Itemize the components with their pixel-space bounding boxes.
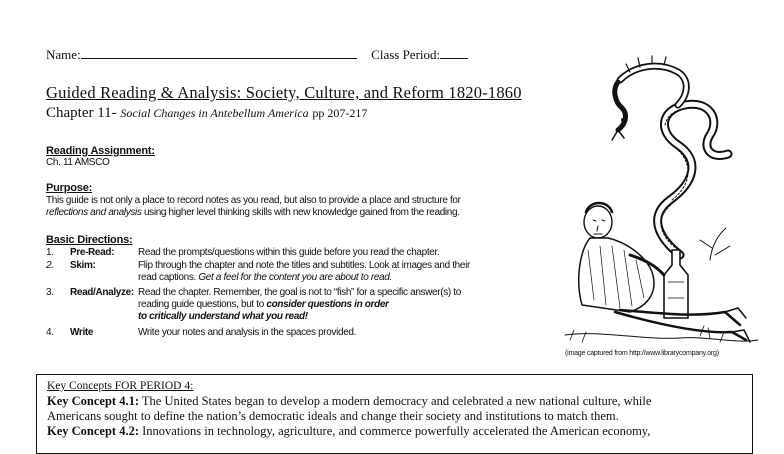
key-concept-4-1-continued: Americans sought to define the nation’s democratic ideals and change their society and institutions to match them.: [47, 409, 619, 423]
direction-label: Skim:: [70, 260, 96, 271]
direction-text-plain: reading guide questions, but to: [138, 299, 267, 310]
direction-label: Read/Analyze:: [70, 287, 134, 298]
chapter-subtitle: Social Changes in Antebellum America: [120, 106, 309, 120]
key-concept-4-1: [47, 394, 747, 409]
direction-text-italic: Get a feel for the content you are about to read.: [198, 272, 392, 283]
serpent-bottle-illustration: [560, 50, 760, 350]
key-concept-label: Key Concept 4.1:: [47, 394, 139, 408]
direction-text-line-1: Flip through the chapter and note the titles and subtitles. Look at images and their: [138, 260, 470, 271]
basic-directions-heading: Basic Directions:: [46, 234, 133, 246]
chapter-pages: pp 207-217: [312, 106, 368, 120]
direction-number: 4.: [46, 327, 54, 338]
class-period-blank-line[interactable]: [440, 46, 468, 59]
direction-number: 1.: [46, 247, 54, 258]
direction-text-line-2: [138, 299, 498, 311]
key-concepts-heading: Key Concepts FOR PERIOD 4:: [47, 380, 194, 392]
direction-number: 2.: [46, 260, 54, 271]
direction-text-plain: read captions.: [138, 272, 199, 283]
direction-label: Write: [70, 327, 94, 338]
purpose-italic: reflections and analysis: [46, 207, 142, 218]
image-caption: (image captured from http://www.librarycompany.org): [565, 350, 719, 357]
direction-text-line-2: [138, 272, 498, 284]
key-concept-text: Innovations in technology, agriculture, and commerce powerfully accelerated the American economy,: [139, 424, 651, 438]
purpose-text: [46, 195, 486, 219]
key-concept-text: The United States began to develop a modern democracy and celebrated a new national culture, while: [139, 394, 652, 408]
key-concepts-content: [47, 379, 747, 439]
direction-number: 3.: [46, 287, 54, 298]
key-concept-4-2: [47, 424, 747, 439]
direction-text: [138, 260, 498, 284]
direction-text-line-1: Read the chapter. Remember, the goal is not to “fish” for a specific answer(s) to: [138, 287, 461, 298]
chapter-number: Chapter 11-: [46, 105, 117, 121]
page-title: Guided Reading & Analysis: Society, Culture, and Reform 1820-1860: [46, 83, 522, 102]
purpose-heading: Purpose:: [46, 182, 93, 194]
chapter-line: [46, 105, 367, 122]
direction-text: [138, 287, 498, 323]
purpose-line-2: [46, 207, 486, 219]
direction-text: Write your notes and analysis in the spaces provided.: [138, 327, 357, 338]
direction-text-bold: consider questions in order: [266, 299, 389, 310]
purpose-line-2-rest: using higher level thinking skills with new knowledge gained from the reading.: [141, 207, 460, 218]
name-label: Name:: [46, 47, 81, 62]
name-class-row: [46, 46, 468, 63]
reading-assignment-heading: Reading Assignment:: [46, 145, 155, 157]
direction-text: Read the prompts/questions within this guide before you read the chapter.: [138, 247, 440, 258]
class-period-label: Class Period:: [371, 47, 441, 62]
name-blank-line[interactable]: [81, 46, 357, 59]
key-concept-label: Key Concept 4.2:: [47, 424, 139, 438]
purpose-line-1: This guide is not only a place to record notes as you read, but also to provide a place and structure for: [46, 195, 461, 206]
reading-assignment-text: Ch. 11 AMSCO: [46, 157, 110, 168]
direction-label: Pre-Read:: [70, 247, 115, 258]
direction-text-line-3: to critically understand what you read!: [138, 311, 308, 322]
key-concepts-box: [36, 374, 753, 454]
